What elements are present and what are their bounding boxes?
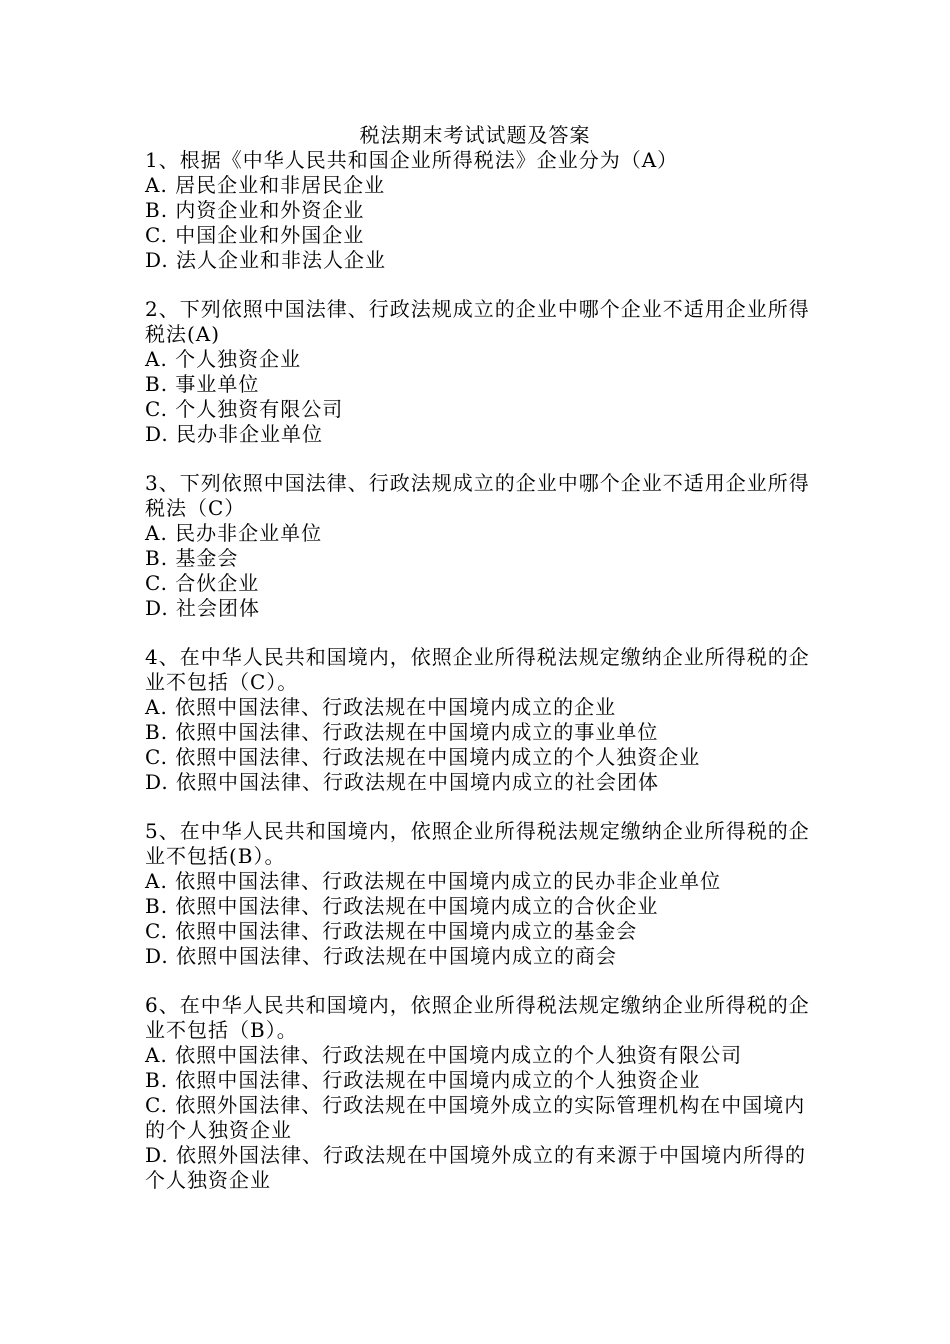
question-text: 4、在中华人民共和国境内，依照企业所得税法规定缴纳企业所得税的企业不包括（C）。	[145, 645, 810, 694]
option-b: B. 事业单位	[145, 372, 260, 396]
option-a: A. 个人独资企业	[145, 347, 302, 371]
question-3	[145, 471, 825, 621]
option-d: D. 依照中国法律、行政法规在中国境内成立的商会	[145, 944, 618, 968]
question-5	[145, 819, 825, 969]
question-1	[145, 148, 825, 273]
question-6	[145, 993, 825, 1193]
question-2	[145, 297, 825, 447]
option-a: A. 依照中国法律、行政法规在中国境内成立的民办非企业单位	[145, 869, 722, 893]
question-text: 1、根据《中华人民共和国企业所得税法》企业分为（A）	[145, 148, 679, 172]
option-a: A. 依照中国法律、行政法规在中国境内成立的个人独资有限公司	[145, 1043, 743, 1067]
option-c: C. 依照中国法律、行政法规在中国境内成立的个人独资企业	[145, 745, 701, 769]
option-c: C. 个人独资有限公司	[145, 397, 344, 421]
option-d: D. 民办非企业单位	[145, 422, 324, 446]
question-list	[145, 148, 825, 1217]
option-c: C. 合伙企业	[145, 571, 260, 595]
question-text: 6、在中华人民共和国境内，依照企业所得税法规定缴纳企业所得税的企业不包括（B）。	[145, 993, 810, 1042]
option-d: D. 依照中国法律、行政法规在中国境内成立的社会团体	[145, 770, 660, 794]
document-title: 税法期末考试试题及答案	[359, 123, 591, 147]
option-d: D. 法人企业和非法人企业	[145, 248, 387, 272]
option-c: C. 依照中国法律、行政法规在中国境内成立的基金会	[145, 919, 638, 943]
question-text: 5、在中华人民共和国境内，依照企业所得税法规定缴纳企业所得税的企业不包括(B）。	[145, 819, 810, 868]
option-a: A. 民办非企业单位	[145, 521, 323, 545]
option-a: A. 居民企业和非居民企业	[145, 173, 386, 197]
option-d: D. 依照外国法律、行政法规在中国境外成立的有来源于中国境内所得的个人独资企业	[145, 1143, 807, 1192]
option-b: B. 基金会	[145, 546, 239, 570]
question-4	[145, 645, 825, 795]
option-b: B. 内资企业和外资企业	[145, 198, 365, 222]
question-text: 3、下列依照中国法律、行政法规成立的企业中哪个企业不适用企业所得税法（C）	[145, 471, 810, 520]
option-c: C. 中国企业和外国企业	[145, 223, 365, 247]
option-d: D. 社会团体	[145, 596, 261, 620]
option-b: B. 依照中国法律、行政法规在中国境内成立的个人独资企业	[145, 1068, 701, 1092]
option-c: C. 依照外国法律、行政法规在中国境外成立的实际管理机构在中国境内的个人独资企业	[145, 1093, 806, 1142]
option-a: A. 依照中国法律、行政法规在中国境内成立的企业	[145, 695, 617, 719]
option-b: B. 依照中国法律、行政法规在中国境内成立的事业单位	[145, 720, 659, 744]
question-text: 2、下列依照中国法律、行政法规成立的企业中哪个企业不适用企业所得税法(A)	[145, 297, 810, 346]
option-b: B. 依照中国法律、行政法规在中国境内成立的合伙企业	[145, 894, 659, 918]
